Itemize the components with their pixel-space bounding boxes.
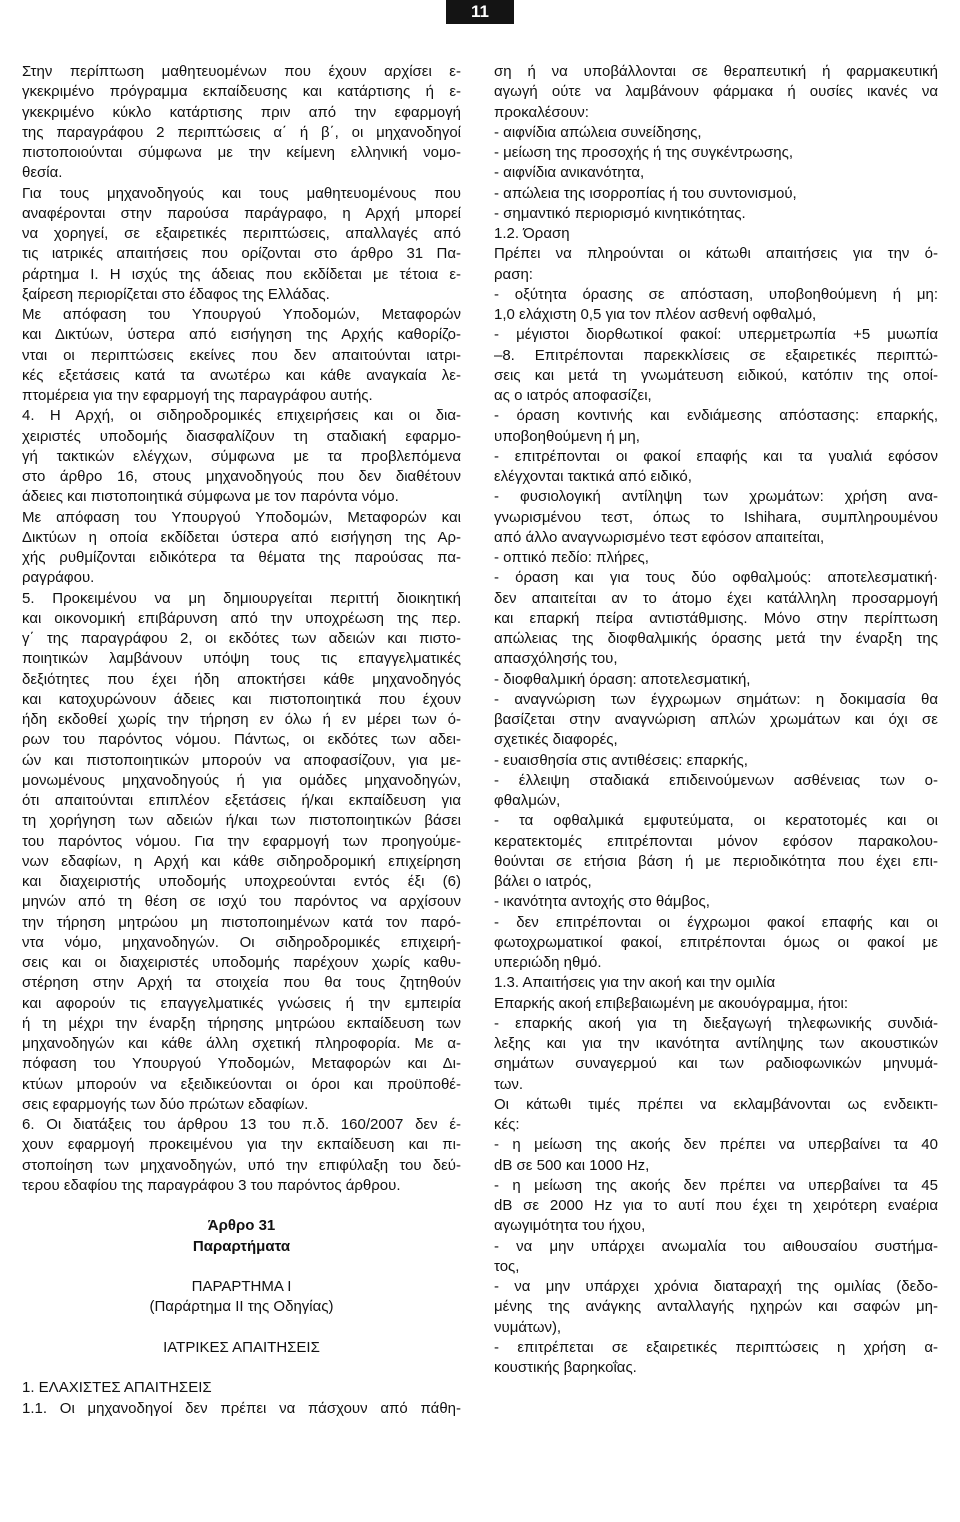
text-line: ραση: — [494, 265, 533, 283]
text-line: φθαλμών, — [494, 792, 561, 809]
text-line: - όραση κοντινής και ενδιάμεσης απόστασης: επαρκής, — [494, 407, 938, 425]
text-line: 1.2. Όραση — [494, 225, 570, 242]
text-line: κερατεκτομές επιτρέπονται μόνον εφόσον παρακολου- — [494, 832, 938, 850]
text-line: - οξύτητα όρασης σε απόσταση, υποβοηθούμενη ή μη: — [494, 285, 938, 303]
text-line: τις ιατρικές απαιτήσεις που ορίζονται στο άρθρο 31 Πα- — [22, 245, 461, 263]
text-line: πόφαση του Υπουργού Υποδομών, Μεταφορών και Δι- — [22, 1055, 461, 1073]
text-line: - να μην υπάρχει χρόνια διαταραχή της ομιλίας (δεδο- — [494, 1278, 938, 1295]
text-line: ραγράφου. — [22, 569, 95, 587]
text-line: τη χορήγηση των αδειών ή/και των πιστοποιητικών βάσει — [22, 812, 461, 830]
text-line: dB σε 2000 Hz για το αυτί που έχει τη χειρότερη εναέρια — [494, 1197, 938, 1214]
text-line: ήδη εκδοθεί χωρίς την τήρηση εν όλω ή εν μέρει των ό- — [22, 711, 461, 728]
text-line: και διαχειριστής υποδομής υποχρεούνται εντός έξι (6) — [22, 873, 461, 890]
text-line: - αιφνίδια ανικανότητα, — [494, 164, 645, 182]
text-line: αναφέρονται στην παρούσα παράγραφο, η Αρχή μπορεί — [22, 204, 461, 222]
text-line: ράρτημα Ι. Η ισχύς της άδειας που εκδίδεται με τέτοια ε- — [22, 265, 461, 283]
heading-line: Παραρτήματα — [192, 1237, 291, 1255]
text-line: και επαρκή πείρα αντιστάθμισης. Μόνο στην περίπτωση — [494, 609, 938, 627]
text-line: στέρηση στην Αρχή τα στοιχεία που θα τους ζητηθούν — [22, 974, 461, 992]
text-line: δεν απαιτείται αν το άτομο έχει κατάλληλη προσαρμογή — [494, 589, 938, 607]
text-line: χής ρυθμίζονται ειδικότερα τα θέματα της παρούσας πα- — [22, 549, 461, 566]
text-line: κές εξετάσεις κατά τα ανωτέρω και κάθε αναγκαία λε- — [22, 366, 461, 384]
text-line: τερου εδαφίου της παραγράφου 3 του παρόντος άρθρου. — [22, 1176, 401, 1194]
text-line: σεις και οι διαχειριστές υποδομής παρέχουν χωρίς καθυ- — [22, 954, 461, 971]
text-line: - φυσιολογική αντίληψη των χρωμάτων: χρήση ανα- — [494, 488, 938, 506]
text-line: ξαίρεση περιορίζεται στο έδαφος της Ελλάδας. — [22, 285, 330, 303]
heading-line: Άρθρο 31 — [207, 1217, 276, 1235]
text-line: –8. Επιτρέπονται παρεκκλίσεις σε εξαιρετικές περιπτώ- — [494, 346, 938, 364]
text-line: Με απόφαση του Υπουργού Υποδομών, Μεταφορών και — [22, 508, 461, 526]
text-line: Δικτύων η οποία εκδίδεται ύστερα από εισήγηση της Αρ- — [22, 528, 461, 546]
text-line: φωτοχρωματικοί φακοί, επιτρέπονται όμως οι φακοί με — [494, 933, 938, 951]
text-line: - αναγνώριση των έγχρωμων σημάτων: η δοκιμασία θα — [494, 690, 938, 708]
blank-line — [22, 1257, 461, 1277]
text-line: γνωρισμένου τεστ, όπως το Ishihara, συμπληρουμένου — [494, 508, 938, 526]
text-line: απασχόλησής του, — [494, 650, 618, 668]
text-line: - έλλειψη σταδιακά επιδεινούμενων ασθένειας των ο- — [494, 771, 938, 789]
text-line: νται οι περιπτώσεις εκείνες που δεν απαιτούνται ιατρι- — [22, 346, 461, 364]
text-line: - δεν επιτρέπονται οι έγχρωμοι φακοί επαφής και οι — [494, 913, 938, 931]
text-line: σχετικές διαφορές, — [494, 731, 618, 749]
text-line: - αιφνίδια απώλεια συνείδησης, — [494, 123, 702, 141]
text-line: και αφορούν τις επαγγελματικές γνώσεις ή την εμπειρία — [22, 994, 461, 1012]
text-line: βασίζεται στην αναγνώριση απλών χρωμάτων και όχι σε — [494, 711, 938, 728]
text-line: Επαρκής ακοή επιβεβαιωμένη με ακουόγραμμα, ήτοι: — [494, 994, 849, 1012]
text-line: Οι κάτωθι τιμές πρέπει να εκλαμβάνονται ως ενδεικτι- — [494, 1095, 938, 1113]
text-line: της παραγράφου 2 περιπτώσεις α΄ ή β΄, οι μηχανοδηγοί — [22, 123, 461, 141]
text-line: απώλειας της διοφθαλμικής όρασης μετά την έναρξη της — [494, 630, 938, 647]
text-line: 1.1. Οι μηχανοδηγοί δεν πρέπει να πάσχουν από πάθη- — [22, 1399, 461, 1417]
text-line: τος, — [494, 1257, 520, 1275]
heading-line: ΠΑΡΑΡΤΗΜΑ Ι — [191, 1278, 292, 1295]
heading-line: ΙΑΤΡΙΚΕΣ ΑΠΑΙΤΗΣΕΙΣ — [163, 1338, 320, 1356]
text-line: - οπτικό πεδίο: πλήρες, — [494, 549, 649, 566]
text-line: και Δικτύων, ύστερα από εισήγηση της Αρχής καθορίζο- — [22, 326, 461, 344]
text-line: Με απόφαση του Υπουργού Υποδομών, Μεταφορών — [22, 306, 461, 323]
text-line: - η μείωση της ακοής δεν πρέπει να υπερβαίνει τα 45 — [494, 1176, 938, 1194]
text-line: νυμάτων), — [494, 1318, 562, 1336]
text-line: dB σε 500 και 1000 Hz, — [494, 1156, 650, 1174]
text-line: αγωγή ούτε να λαμβάνουν φάρμακα ή ουσίες ικανές να — [494, 83, 938, 101]
text-line: στο άρθρο 16, στους μηχανοδηγούς που δεν διαθέτουν — [22, 468, 461, 485]
text-line: σεις και μετά τη γνωμάτευση ειδικού, κατόπιν της οποί- — [494, 366, 938, 384]
text-line: - ευαισθησία στις αντιθέσεις: επαρκής, — [494, 751, 748, 769]
text-line: - τα οφθαλμικά εμφυτεύματα, οι κερατοτομές και οι — [494, 812, 938, 830]
text-line: σημάτων συναγερμού και των ραδιοφωνικών μηνυμά- — [494, 1055, 938, 1073]
text-line: 4. Η Αρχή, οι σιδηροδρομικές επιχειρήσεις και οι δια- — [22, 407, 461, 425]
text-line: - επαρκής ακοή για τη διεξαγωγή τηλεφωνικής συνδιά- — [494, 1014, 938, 1032]
heading-line: (Παράρτημα ΙΙ της Οδηγίας) — [149, 1298, 334, 1316]
text-line: - μείωση της προσοχής ή της συγκέντρωσης, — [494, 144, 793, 161]
blank-line — [22, 1318, 461, 1338]
text-line: 1.3. Απαιτήσεις για την ακοή και την ομιλία — [494, 974, 776, 992]
right-column — [494, 62, 938, 1378]
text-line: - μέγιστοι διορθωτικοί φακοί: υπερμετρωπία +5 μυωπία — [494, 326, 938, 344]
text-line: γκεκριμένο κύκλο κατάρτισης πριν από την εφαρμογή — [22, 103, 461, 121]
text-line: γή τακτικών ελέγχων, σύμφωνα με τα προβλεπόμενα — [22, 447, 461, 465]
text-line: - απώλεια της ισορροπίας ή του συντονισμού, — [494, 184, 797, 202]
text-line: ρων του παρόντος νόμου. Πάντως, οι εκδότες των αδει- — [22, 731, 461, 749]
text-line: - η μείωση της ακοής δεν πρέπει να υπερβαίνει τα 40 — [494, 1136, 938, 1154]
text-line: να χορηγεί, σε εξαιρετικές περιπτώσεις, απαλλαγές από — [22, 225, 461, 242]
text-line: βάλει ο ιατρός, — [494, 873, 592, 890]
text-line: την τήρηση μητρώου μη πιστοποιημένων κατά τον παρό- — [22, 913, 461, 931]
text-line: ντα νόμο, μηχανοδηγών. Οι σιδηροδρομικές επιχειρή- — [22, 933, 461, 951]
text-line: μηνών από τη θέση σε ισχύ του παρόντος να αρχίσουν — [22, 893, 461, 911]
text-line: και οικονομική επιβάρυνση από την υποχρέωση της περ. — [22, 609, 461, 627]
text-line: ση ή να υποβάλλονται σε θεραπευτική ή φαρμακευτική — [494, 63, 938, 80]
page-number: 11 — [446, 0, 514, 24]
text-line: ποιητικών λαμβάνουν υπόψη τους τις επαγγελματικές — [22, 650, 461, 668]
text-line: δεξιότητες που έχει ήδη αποκτήσει κάθε μηχανοδηγός — [22, 670, 461, 688]
text-line: Πρέπει να πληρούνται οι κάτωθι απαιτήσεις για την ό- — [494, 245, 938, 263]
text-line: χουν εφαρμογή προκειμένου για την εκπαίδευση και πι- — [22, 1136, 461, 1154]
text-line: προκαλέσουν: — [494, 103, 589, 121]
text-line: κουστικής βαρηκοΐας. — [494, 1359, 637, 1376]
text-line: στοποίηση των μηχανοδηγών, υπό την επιφύλαξη του δεύ- — [22, 1156, 461, 1174]
text-line: 5. Προκειμένου να μη δημιουργείται περιττή διοικητική — [22, 589, 461, 607]
text-line: ή τη μέχρι την έναρξη τήρησης μητρώου εκπαίδευση των — [22, 1014, 461, 1032]
text-line: - επιτρέπονται οι φακοί επαφής και τα γυαλιά εφόσον — [494, 447, 938, 465]
text-line: αγωγιμότητα του ήχου, — [494, 1217, 646, 1235]
text-line: - σημαντικό περιορισμό κινητικότητας. — [494, 204, 746, 222]
text-line: Στην περίπτωση μαθητευομένων που έχουν αρχίσει ε- — [22, 63, 461, 80]
text-line: γ΄ της παραγράφου 2, οι εκδότες των αδειών και πιστο- — [22, 630, 461, 647]
text-line: - ικανότητα αντοχής στο θάμβος, — [494, 893, 710, 911]
text-line: πτομέρεια για την εφαρμογή της παραγράφου αυτής. — [22, 387, 373, 404]
text-line: μονωμένους μηχανοδηγούς ή για ομάδες μηχανοδηγών, — [22, 771, 461, 789]
text-line: και κατοχυρώνουν άδειες και πιστοποιητικά που έχουν — [22, 690, 461, 708]
text-line: κές: — [494, 1116, 520, 1133]
text-line: ελέγχονται τακτικά από ειδικό, — [494, 468, 692, 485]
text-line: από άλλο αναγνωρισμένο τεστ εφόσον απαιτείται, — [494, 528, 825, 546]
text-line: - επιτρέπεται σε εξαιρετικές περιπτώσεις η χρήση α- — [494, 1338, 938, 1356]
text-line: του παρόντος νόμου. Για την εφαρμογή των προηγούμε- — [22, 832, 461, 850]
text-line: νων εδαφίων, η Αρχή και κάθε σιδηροδρομική επιχείρηση — [22, 852, 461, 870]
text-line: των. — [494, 1075, 524, 1093]
text-line: Για τους μηχανοδηγούς και τους μαθητευομένους που — [22, 184, 461, 202]
text-line: 1. ΕΛΑΧΙΣΤΕΣ ΑΠΑΙΤΗΣΕΙΣ — [22, 1379, 212, 1397]
text-line: μένης της ανάγκης ανταλλαγής ηχηρών και σαφών μη- — [494, 1298, 938, 1316]
text-line: υπεριώδη ηθμό. — [494, 954, 602, 971]
text-line: ας ο ιατρός αποφασίζει, — [494, 387, 652, 404]
text-line: γκεκριμένο πρόγραμμα εκπαίδευσης και κατάρτισης ή ε- — [22, 83, 461, 101]
text-line: - να μην υπάρχει ανωμαλία του αιθουσαίου συστήμα- — [494, 1237, 938, 1255]
text-line: - όραση και για τους δύο οφθαλμούς: αποτελεσματική· — [494, 569, 938, 587]
text-line: - διοφθαλμική όραση: αποτελεσματική, — [494, 670, 751, 688]
text-line: ότι απαιτούνται επιπλέον εξετάσεις ή/και εκπαίδευση για — [22, 792, 461, 809]
text-line: θούνται σε ετήσια βάση ή με περιοδικότητα που έχει επι- — [494, 852, 938, 870]
text-line: χειριστές υποδομής διασφαλίζουν τη σταδιακή εφαρμο- — [22, 427, 461, 445]
text-line: πιστοποιούνται σύμφωνα με την κείμενη ελληνική νομο- — [22, 144, 461, 161]
blank-line — [22, 1358, 461, 1378]
text-line: ών και πιστοποιητικών μπορούν να αποφασίζουν, για με- — [22, 751, 461, 769]
left-column — [22, 62, 461, 1419]
blank-line — [22, 1196, 461, 1216]
text-line: άδειες και πιστοποιητικά σύμφωνα με τον παρόντα νόμο. — [22, 488, 399, 506]
text-line: 1,0 ελάχιστη 0,5 για τον πλέον ασθενή οφθαλμό, — [494, 306, 817, 323]
text-line: θεσία. — [22, 164, 63, 182]
text-line: 6. Οι διατάξεις του άρθρου 13 του π.δ. 160/2007 δεν έ- — [22, 1116, 461, 1133]
text-line: κτύων μπορούν να εξειδικεύονται οι όροι και προϋποθέ- — [22, 1075, 461, 1093]
text-line: υποβοηθούμενη ή μη, — [494, 427, 640, 445]
text-line: σεις εφαρμογής των δύο πρώτων εδαφίων. — [22, 1095, 309, 1113]
text-line: μηχανοδηγών και κάθε άλλη σχετική πληροφορία. Με α- — [22, 1035, 461, 1052]
text-line: λεξης και για την ικανότητα αντίληψης των ακουστικών — [494, 1035, 938, 1052]
